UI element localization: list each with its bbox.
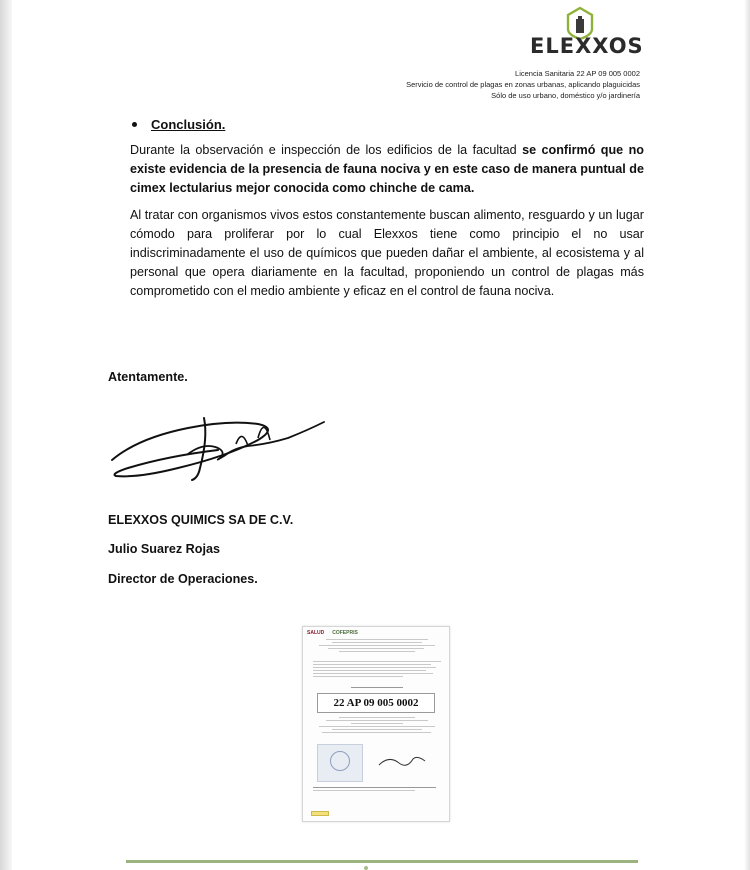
card-footer-text bbox=[313, 787, 441, 793]
page-left-shadow bbox=[0, 0, 12, 870]
license-number: 22 AP 09 005 0002 bbox=[333, 697, 419, 709]
company-name: ELEXXOS QUIMICS SA DE C.V. bbox=[108, 513, 294, 527]
license-number-box bbox=[317, 693, 435, 713]
card-body-text bbox=[313, 717, 441, 735]
card-signature bbox=[377, 751, 427, 771]
license-line: Sólo de uso urbano, doméstico y/o jardinería bbox=[491, 91, 640, 100]
card-fields bbox=[313, 661, 441, 679]
card-number-heading bbox=[313, 687, 441, 690]
page-right-shadow bbox=[744, 0, 750, 870]
official-seal bbox=[317, 744, 363, 782]
conclusion-paragraph-1 bbox=[130, 141, 644, 198]
cofepris-logo: COFEPRIS bbox=[332, 630, 358, 636]
signer-name: Julio Suarez Rojas bbox=[108, 542, 220, 556]
paragraph-emphasis: se confirmó que no existe evidencia de la presencia de fauna nociva y en este caso de manera puntual de cimex lectularius mejor conocida como chinche de cama. bbox=[130, 143, 644, 195]
paragraph-text: Durante la observación e inspección de los edificios de la facultad bbox=[130, 143, 523, 157]
brand-name: ELEXXOS bbox=[530, 34, 644, 58]
seal-emblem-icon bbox=[330, 751, 350, 771]
bullet-icon bbox=[132, 122, 137, 127]
conclusion-paragraph-2: Al tratar con organismos vivos estos constantemente buscan alimento, resguardo y un lugar cómodo para proliferar por lo cual Elexxos tiene como principio el no usar indiscriminadamente el uso de químicos que pueden dañar el ambiente, al ecosistema y al personal que opera diariamente en la facultad, proponiendo un control de plagas más comprometido con el medio ambiente y eficaz en el control de fauna nociva. bbox=[130, 208, 644, 298]
handwritten-signature bbox=[108, 398, 338, 490]
card-header-text bbox=[313, 639, 441, 654]
footer-dot bbox=[364, 866, 368, 870]
sanitary-license-card bbox=[302, 626, 450, 822]
license-line: Servicio de control de plagas en zonas urbanas, aplicando plaguicidas bbox=[406, 80, 640, 89]
conclusion-heading bbox=[132, 117, 225, 132]
salud-logo: SALUD bbox=[307, 630, 325, 636]
signer-position: Director de Operaciones. bbox=[108, 572, 258, 586]
closing-text: Atentamente. bbox=[108, 370, 188, 384]
footer-divider bbox=[126, 860, 638, 863]
card-header-logos bbox=[307, 630, 358, 636]
card-tag bbox=[311, 811, 329, 816]
section-title: Conclusión. bbox=[151, 117, 226, 132]
license-info bbox=[320, 68, 640, 101]
license-line: Licencia Sanitaria 22 AP 09 005 0002 bbox=[515, 69, 640, 78]
